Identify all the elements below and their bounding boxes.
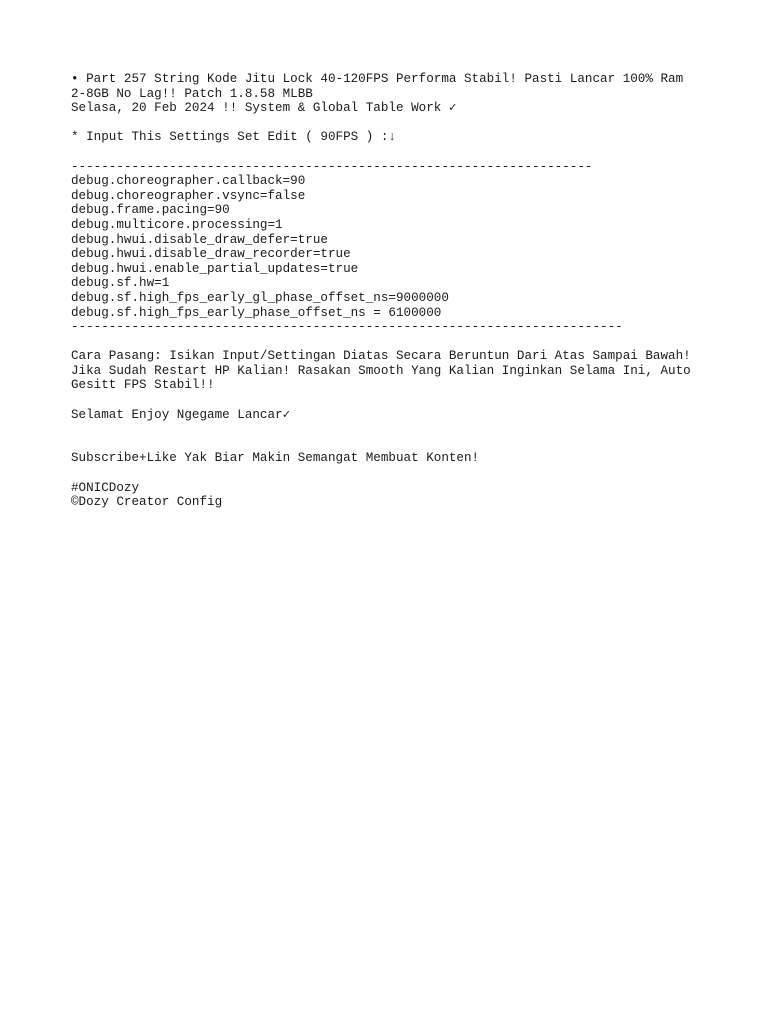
- header-line-1: • Part 257 String Kode Jitu Lock 40-120FPS Performa Stabil! Pasti Lancar 100% Ram: [71, 72, 684, 86]
- document-body: [71, 72, 751, 510]
- install-note-line: Cara Pasang: Isikan Input/Settingan Diatas Secara Beruntun Dari Atas Sampai Bawah!: [71, 349, 691, 364]
- subscribe-line: Subscribe+Like Yak Biar Makin Semangat Membuat Konten!: [71, 451, 480, 466]
- setting-line: debug.multicore.processing=1: [71, 217, 283, 232]
- setting-line: debug.sf.high_fps_early_gl_phase_offset_ns=9000000: [71, 290, 449, 305]
- instruction-line: * Input This Settings Set Edit ( 90FPS ) :↓: [71, 130, 396, 145]
- enjoy-line: Selamat Enjoy Ngegame Lancar✓: [71, 407, 291, 422]
- spacer: [71, 116, 751, 131]
- setting-line: debug.frame.pacing=90: [71, 203, 230, 218]
- spacer: [71, 437, 751, 452]
- spacer: [71, 422, 751, 437]
- setting-line: debug.hwui.disable_draw_recorder=true: [71, 247, 351, 262]
- credit-line: ©Dozy Creator Config: [71, 495, 223, 510]
- spacer: [71, 145, 751, 160]
- spacer: [71, 393, 751, 408]
- setting-line: debug.sf.high_fps_early_phase_offset_ns = 6100000: [71, 305, 442, 320]
- spacer: [71, 466, 751, 481]
- setting-line: debug.hwui.enable_partial_updates=true: [71, 261, 359, 276]
- setting-line: debug.sf.hw=1: [71, 276, 170, 291]
- setting-line: debug.hwui.disable_draw_defer=true: [71, 232, 328, 247]
- setting-line: debug.choreographer.vsync=false: [71, 188, 306, 203]
- divider-top: ---------------------------------------------------------------------: [71, 159, 593, 174]
- divider-bottom: -------------------------------------------------------------------------: [71, 320, 623, 335]
- spacer: [71, 335, 751, 350]
- install-note-line: Jika Sudah Restart HP Kalian! Rasakan Smooth Yang Kalian Inginkan Selama Ini, Auto: [71, 363, 691, 378]
- hashtag-line: #ONICDozy: [71, 480, 140, 495]
- header-date-line: Selasa, 20 Feb 2024 !! System & Global Table Work ✓: [71, 101, 457, 116]
- install-note-line: Gesitt FPS Stabil!!: [71, 378, 215, 393]
- header-line-2: 2-8GB No Lag!! Patch 1.8.58 MLBB: [71, 86, 313, 101]
- setting-line: debug.choreographer.callback=90: [71, 174, 306, 189]
